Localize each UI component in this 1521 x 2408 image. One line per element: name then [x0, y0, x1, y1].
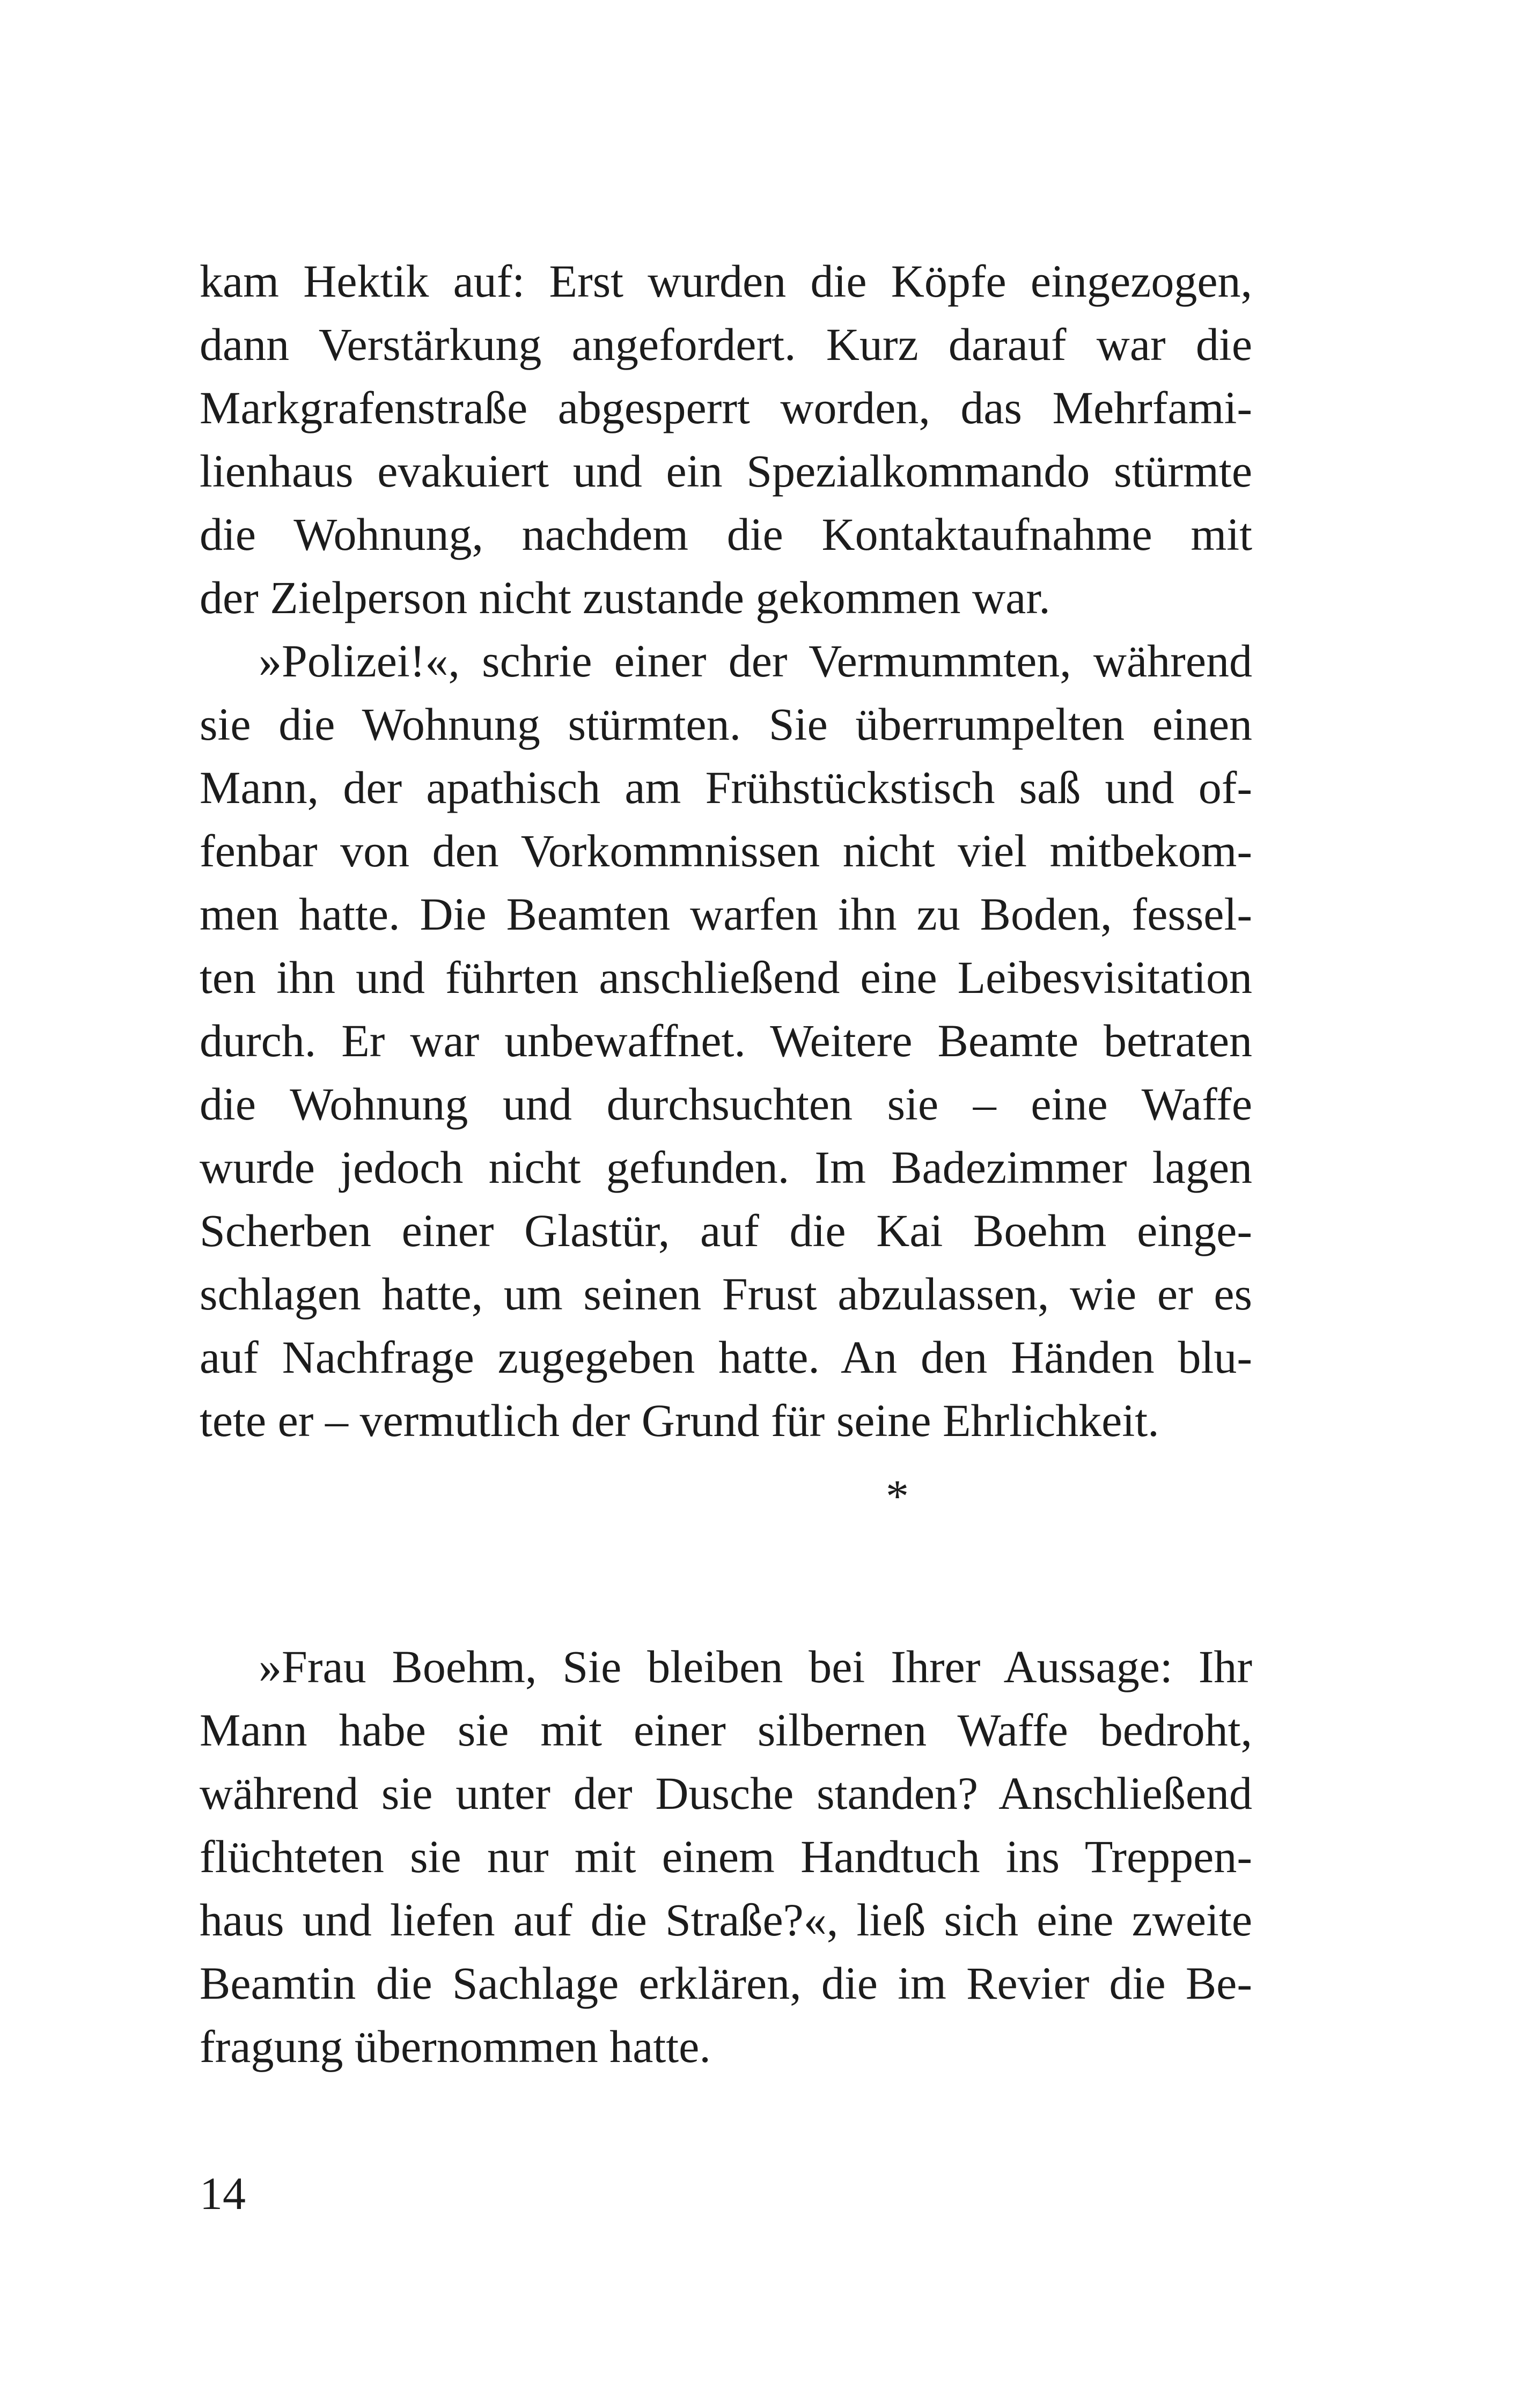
text-line: schlagen hatte, um seinen Frust abzulassen, wie er es	[200, 1268, 1252, 1320]
section-separator: *	[886, 1470, 909, 1522]
text-line: der Zielperson nicht zustande gekommen war.	[200, 572, 1050, 623]
text-line: men hatte. Die Beamten warfen ihn zu Boden, fessel-	[200, 888, 1252, 940]
text-line: »Frau Boehm, Sie bleiben bei Ihrer Aussage: Ihr	[259, 1641, 1252, 1692]
paragraph-1	[200, 249, 1252, 629]
text-line: Scherben einer Glastür, auf die Kai Boehm einge-	[200, 1205, 1252, 1256]
text-line: ten ihn und führten anschließend eine Leibesvisitation	[200, 952, 1252, 1003]
text-line: dann Verstärkung angefordert. Kurz darauf war die	[200, 319, 1252, 370]
paragraph-3	[200, 1635, 1252, 2078]
paragraph-2	[200, 629, 1252, 1452]
text-line: kam Hektik auf: Erst wurden die Köpfe eingezogen,	[200, 255, 1252, 307]
text-line: die Wohnung und durchsuchten sie – eine Waffe	[200, 1078, 1252, 1130]
text-line: durch. Er war unbewaffnet. Weitere Beamte betraten	[200, 1015, 1252, 1066]
text-line: Markgrafenstraße abgesperrt worden, das Mehrfami-	[200, 382, 1252, 433]
text-line: auf Nachfrage zugegeben hatte. An den Händen blu-	[200, 1331, 1252, 1383]
text-line: lienhaus evakuiert und ein Spezialkommando stürmte	[200, 445, 1252, 497]
text-line: fenbar von den Vorkommnissen nicht viel mitbekom-	[200, 825, 1252, 877]
text-line: während sie unter der Dusche standen? Anschließend	[200, 1768, 1252, 1819]
text-line: wurde jedoch nicht gefunden. Im Badezimmer lagen	[200, 1142, 1252, 1193]
text-line: die Wohnung, nachdem die Kontaktaufnahme mit	[200, 509, 1252, 560]
text-line: flüchteten sie nur mit einem Handtuch ins Treppen-	[200, 1831, 1252, 1882]
text-line: Beamtin die Sachlage erklären, die im Revier die Be-	[200, 1957, 1252, 2009]
text-line: »Polizei!«, schrie einer der Vermummten, während	[259, 635, 1252, 687]
text-line: haus und liefen auf die Straße?«, ließ sich eine zweite	[200, 1894, 1252, 1946]
text-line: tete er – vermutlich der Grund für seine Ehrlichkeit.	[200, 1395, 1159, 1446]
text-line: sie die Wohnung stürmten. Sie überrumpelten einen	[200, 698, 1252, 750]
text-line: Mann habe sie mit einer silbernen Waffe bedroht,	[200, 1704, 1252, 1756]
page-number: 14	[200, 2168, 246, 2219]
text-line: fragung übernommen hatte.	[200, 2021, 711, 2072]
text-line: Mann, der apathisch am Frühstückstisch saß und of-	[200, 762, 1252, 813]
